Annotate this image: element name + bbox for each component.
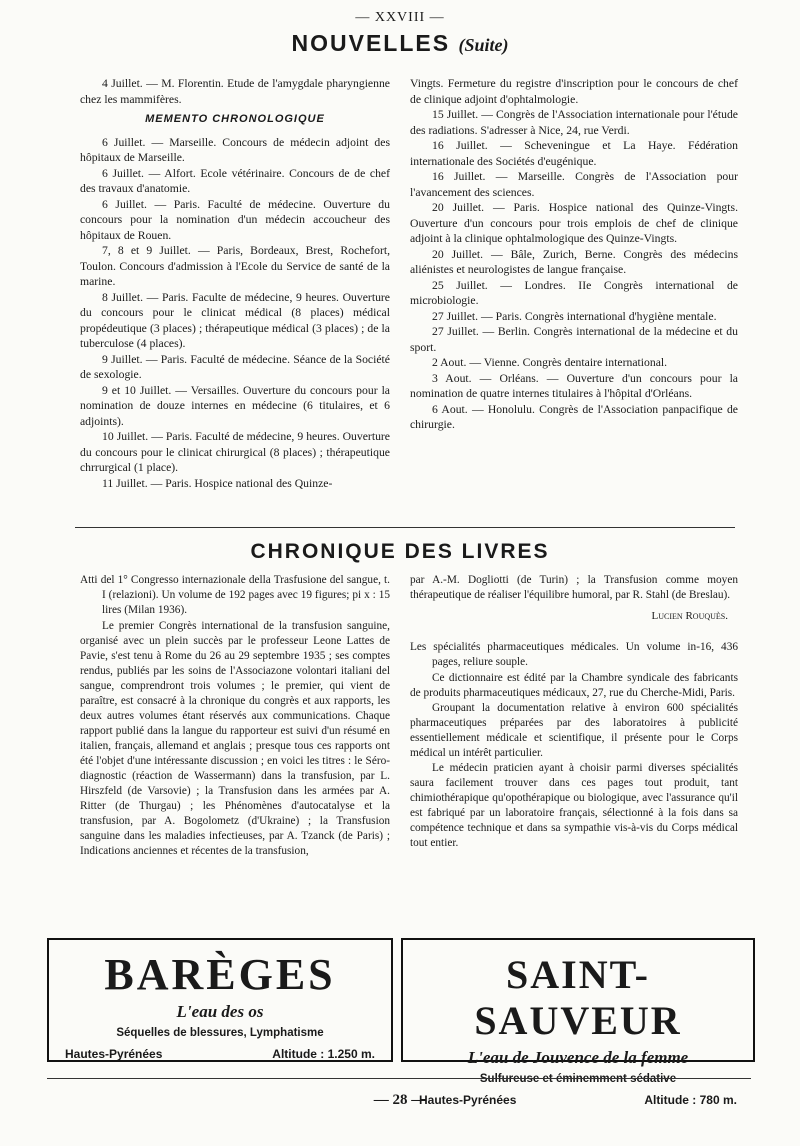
memento-entry: 9 Juillet. — Paris. Faculté de médecine. Séance de la Société de sexologie. bbox=[80, 352, 390, 381]
memento-continuation: Vingts. Fermeture du registre d'inscription pour le concours de chef de clinique adjoint d'ophtalmologie. bbox=[410, 77, 738, 106]
memento-entry: 25 Juillet. — Londres. IIe Congrès international de microbiologie. bbox=[410, 278, 738, 307]
chronique-right-column bbox=[410, 573, 738, 851]
memento-entry: 16 Juillet. — Marseille. Congrès de l'Association pour l'avancement des sciences. bbox=[410, 170, 738, 199]
ad-saint-sauveur bbox=[401, 938, 755, 1107]
book-review-continuation: par A.-M. Dogliotti (de Turin) ; la Transfusion comme moyen thérapeutique de réaliser l'équilibre humoral, par R. Stahl (de Breslau). bbox=[410, 574, 738, 601]
book-title-atti: Atti del 1° Congresso internazionale della Trasfusione del sangue, t. I (relazioni). Un volume de 192 pages avec 19 figures; pi x : 15 lires (Milan 1936). bbox=[80, 574, 390, 616]
memento-entry: 15 Juillet. — Congrès de l'Association internationale pour l'étude des radiations. S'adresser à Nice, 24, rue Verdi. bbox=[410, 108, 738, 137]
memento-entry: 7, 8 et 9 Juillet. — Paris, Bordeaux, Brest, Rochefort, Toulon. Concours d'admission à l'Ecole du Service de santé de la marine. bbox=[80, 244, 390, 288]
memento-entry: 20 Juillet. — Paris. Hospice national des Quinze-Vingts. Ouverture d'un concours pour trois emplois de chef de clinique adjoint à la clinique ophtalmologique des Quinze-Vingts. bbox=[410, 201, 738, 245]
ad-saint-sauveur-tagline: L'eau de Jouvence de la femme bbox=[467, 1048, 689, 1067]
memento-entry: 11 Juillet. — Paris. Hospice national des Quinze- bbox=[102, 476, 333, 490]
memento-entry: 10 Juillet. — Paris. Faculté de médecine, 9 heures. Ouverture du concours pour le clinicat chirurgical (8 places) ; thérapeutique chrrurgical (1 place). bbox=[80, 430, 390, 474]
ad-bareges-description: Séquelles de blessures, Lymphatisme bbox=[116, 1027, 324, 1039]
memento-entry: 20 Juillet. — Bâle, Zurich, Berne. Congrès des médecins aliénistes et neurologistes de langue française. bbox=[410, 247, 738, 276]
chronique-left-column bbox=[80, 573, 390, 859]
ad-saint-sauveur-region: Hautes-Pyrénées bbox=[419, 1093, 517, 1107]
memento-entry: 3 Aout. — Orléans. — Ouverture d'un concours pour la nomination de quatre internes titulaires à l'hôpital d'Orléans. bbox=[410, 371, 738, 400]
memento-entry: 6 Juillet. — Marseille. Concours de médecin adjoint des hôpitaux de Marseille. bbox=[80, 135, 390, 164]
roman-page-number: — XXVIII — bbox=[355, 10, 445, 25]
memento-entry: 27 Juillet. — Paris. Congrès international d'hygiène mentale. bbox=[432, 309, 717, 323]
nouvelles-right-column bbox=[410, 76, 738, 433]
ad-bareges-region: Hautes-Pyrénées bbox=[65, 1047, 163, 1061]
book-review-atti: Le premier Congrès international de la transfusion sanguine, organisé avec un plein succès par le professeur Leone Lattes de Pavie, s'est tenu à Rome du 26 au 29 septembre 1935 ; ses comptes rendus, publiés par les soins de l'Associazone volontari italiani del sangue, comprendront trois volumes ; le premier, qui vient de paraître, est consacré à la chronique du congrès et aux rapports, les deux autres volumes étant réservés aux communications. Chaque rapport publié dans la langue du rapporteur est suivi d'un résumé en italien, français, allemand et anglais ; presque tous ces rapports ont été l'objet d'une intéressante discussion ; en voici les titres : le Séro-diagnostic (réaction de Wassermann) dans la transfusion, par L. Hirszfeld (de Varsovie) ; la Transfusion dans les armées par A. Ritter (de Thurgau) ; les Phénomènes d'autocatalyse et la transfusion, par A. Bogolometz (d'Ukraine) ; la Transfusion sanguine dans les maladies infectieuses, par A. Tzanck (de Paris) ; Indications anciennes et récentes de la transfusion, bbox=[80, 620, 390, 857]
memento-entry: 16 Juillet. — Scheveningue et La Haye. Fédération internationale des Sociétés d'eugénique. bbox=[410, 139, 738, 168]
memento-entry: 2 Aout. — Vienne. Congrès dentaire international. bbox=[432, 356, 668, 369]
section-divider bbox=[75, 527, 735, 528]
ad-bareges-altitude: Altitude : 1.250 m. bbox=[272, 1047, 375, 1061]
chronique-title: CHRONIQUE DES LIVRES bbox=[250, 540, 550, 563]
memento-entry: 8 Juillet. — Paris. Faculte de médecine, 9 heures. Ouverture du concours pour le clinicat médical (8 places) médical propédeutique (3 places) ; thérapeutique médical (3 places) ; de la tuberculose (4 places). bbox=[80, 290, 390, 350]
memento-entry: 6 Juillet. — Alfort. Ecole vétérinaire. Concours de de chef des travaux d'anatomie. bbox=[80, 166, 390, 195]
nouvelles-intro: 4 Juillet. — M. Florentin. Etude de l'amygdale pharyngienne chez les mammifères. bbox=[80, 77, 390, 106]
reviewer-signature: Lucien Rouquès. bbox=[651, 610, 728, 622]
footer-divider bbox=[47, 1078, 751, 1079]
ad-bareges-footer bbox=[65, 1047, 375, 1061]
memento-entry: 27 Juillet. — Berlin. Congrès international de la médecine et du sport. bbox=[410, 325, 738, 354]
ad-bareges-name: BARÈGES bbox=[104, 950, 336, 999]
memento-title: MEMENTO CHRONOLOGIQUE bbox=[145, 113, 325, 125]
nouvelles-suite: (Suite) bbox=[458, 35, 509, 55]
ad-saint-sauveur-description: Sulfureuse et éminemment sédative bbox=[479, 1073, 677, 1085]
nouvelles-title: NOUVELLES bbox=[291, 30, 451, 56]
memento-entry: 6 Aout. — Honolulu. Congrès de l'Association panpacifique de chirurgie. bbox=[410, 402, 738, 431]
ad-bareges bbox=[47, 938, 393, 1062]
book-review-paragraph: Le médecin praticien ayant à choisir parmi diverses spécialités saura facilement trouver dans ces pages tout produit, tant chimiothérapique qu'opothérapique ou biologique, avec l'assurance qu'il est fabriqué par un laboratoire français, sélectionné à la fois dans sa compétence technique et dans sa sympathie vis-à-vis du Corps médical tout entier. bbox=[410, 762, 738, 849]
ad-saint-sauveur-name: SAINT-SAUVEUR bbox=[474, 952, 682, 1043]
ad-bareges-tagline: L'eau des os bbox=[176, 1002, 264, 1021]
book-title-specialites: Les spécialités pharmaceutiques médicales. Un volume in-16, 436 pages, reliure souple. bbox=[410, 641, 738, 668]
nouvelles-left-column bbox=[80, 76, 390, 491]
page-number: — 28 — bbox=[373, 1092, 427, 1108]
memento-entry: 6 Juillet. — Paris. Faculté de médecine. Ouverture du concours pour la nomination d'un médecin accoucheur des hôpitaux de Rouen. bbox=[80, 197, 390, 242]
ad-saint-sauveur-altitude: Altitude : 780 m. bbox=[644, 1093, 737, 1107]
memento-entry: 9 et 10 Juillet. — Versailles. Ouverture du concours pour la nomination de douze internes en médecine (6 titulaires, et 6 adjoints). bbox=[80, 383, 390, 428]
book-review-paragraph: Ce dictionnaire est édité par la Chambre syndicale des fabricants de produits pharmaceutiques médicaux, 27, rue du Cherche-Midi, Paris. bbox=[410, 672, 738, 699]
nouvelles-heading bbox=[0, 30, 800, 57]
book-review-paragraph: Groupant la documentation relative à environ 600 spécialités pharmaceutiques préparées par des laboratoires à publicité essentiellement médicale et scientifique, il présente pour le Corps médical un intérêt particulier. bbox=[410, 702, 738, 759]
